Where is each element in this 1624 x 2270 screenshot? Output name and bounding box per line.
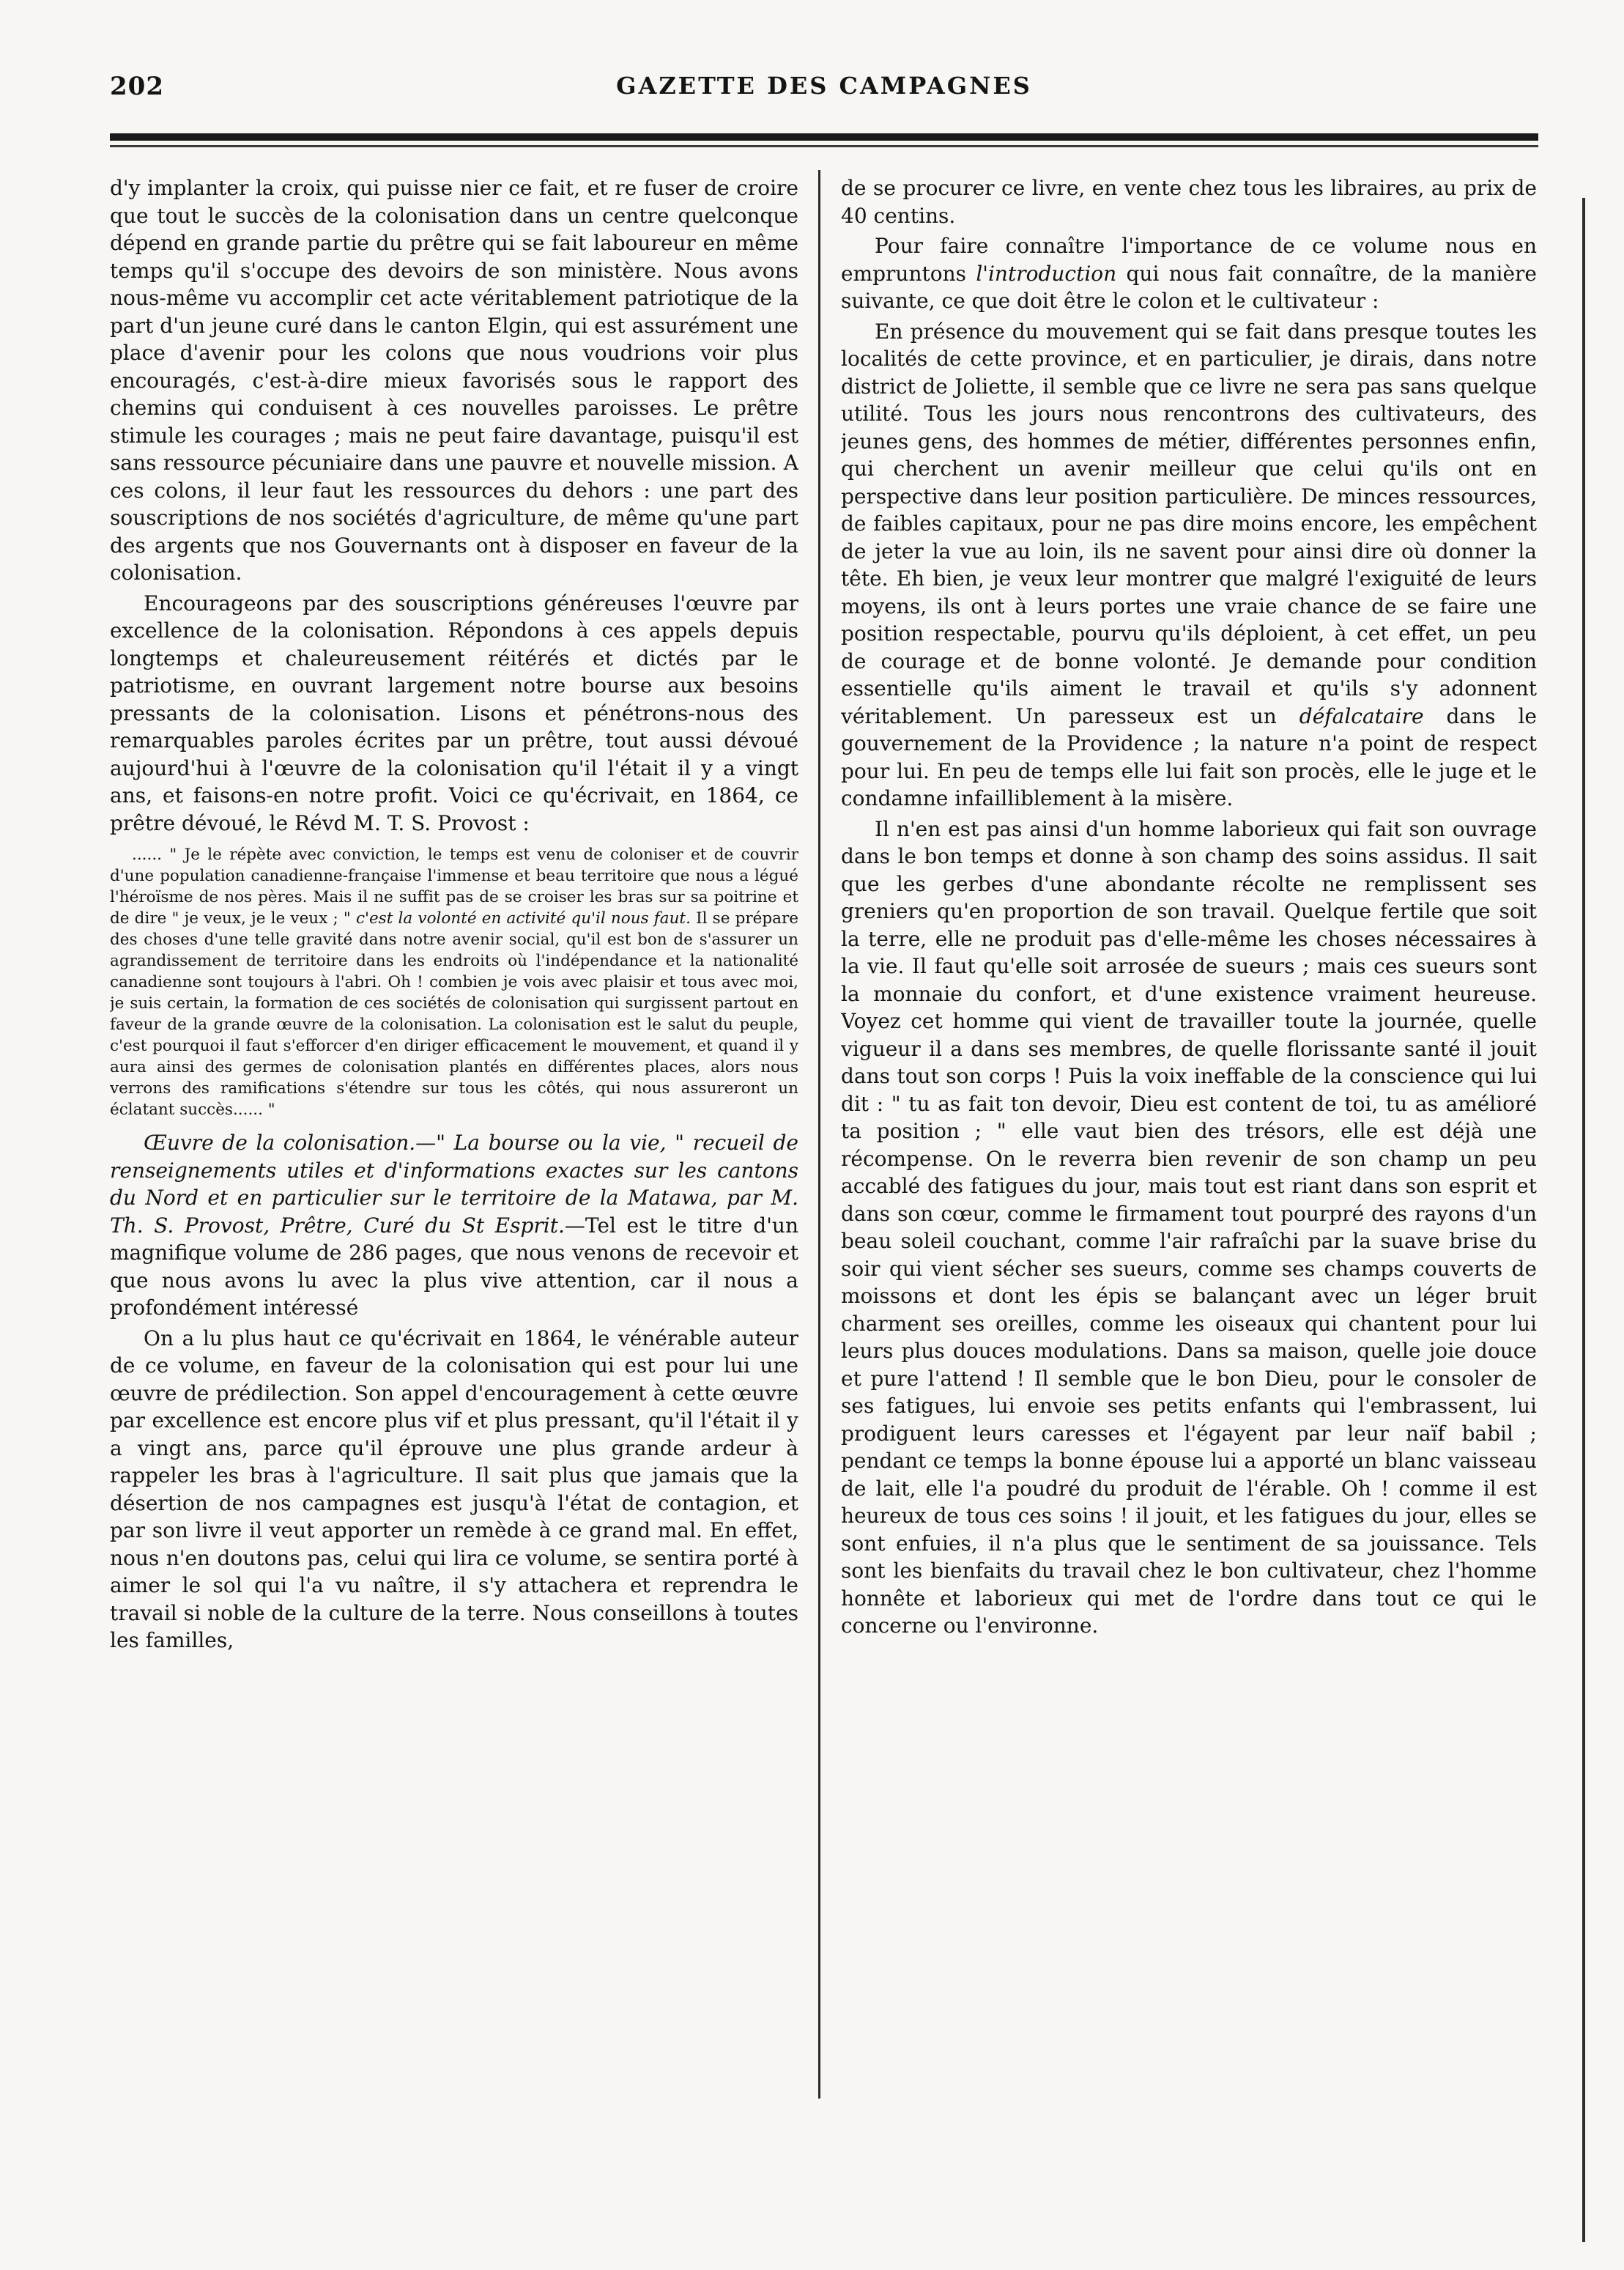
left-paragraph-2: Encourageons par des souscriptions généreuses l'œuvre par excellence de la colonisation. Répondons à ces appels depuis longtemps et chaleureusement réitérés et dictés par le patriotisme, en ouvrant largement notre bourse aux besoins pressants de la colonisation. Lisons et pénétrons-nous des remarquables paroles écrites par un prêtre, tout aussi dévoué aujourd'hui à l'œuvre de la colonisation qu'il l'était il y a vingt ans, et faisons-en notre profit. Voici ce qu'écrivait, en 1864, ce prêtre dévoué, le Révd M. T. S. Provost :	[110, 591, 798, 835]
right-paragraph-4: Il n'en est pas ainsi d'un homme laborieux qui fait son ouvrage dans le bon temps et donne à son champ des soins assidus. Il sait que les gerbes d'une abondante récolte ne remplissent ses greniers qu'en proportion de son travail. Quelque fertile que soit la terre, elle ne produit pas d'elle-même les choses nécessaires à la vie. Il faut qu'elle soit arrosée de sueurs ; mais ces sueurs sont la monnaie du confort, et d'une existence vraiment heureuse. Voyez cet homme qui vient de travailler toute la journée, quelle vigueur il a dans ses membres, de quelle florissante santé il jouit dans tout son corps ! Puis la voix ineffable de la conscience qui lui dit : " tu as fait ton devoir, Dieu est content de toi, tu as amélioré ta position ; " elle vaut bien des trésors, elle est déjà une récompense. On le reverra bien revenir de son champ un peu accablé des fatigues du jour, mais tout est riant dans son esprit et dans son cœur, comme le firmament tout pourpré des rayons d'un beau soleil couchant, comme l'air rafraîchi par la suave brise du soir qui vient sécher ses sueurs, comme ses champs couverts de moissons et dont les épis se balançant avec un léger bruit charment ses oreilles, comme les oiseaux qui chantent pour lui leurs plus douces modulations. Dans sa maison, quelle joie douce et pure l'attend ! Il semble que le bon Dieu, pour le consoler de ses fatigues, lui envoie ses petits enfants qui l'embrassent, lui prodiguent leurs caresses et l'égayent par leur naïf babil ; pendant ce temps la bonne épouse lui a apporté un blanc vaisseau de lait, elle l'a poudré du produit de l'érable. Oh ! comme il est heureux de tous ces soins ! il jouit, et les fatigues du jour, elles se sont enfuies, il n'a plus que le sentiment de sa jouissance. Tels sont les bienfaits du travail chez le bon cultivateur, chez l'homme honnête et laborieux qui met de l'ordre dans tout ce qui le concerne ou l'environne.	[841, 816, 1537, 1638]
left-paragraph-1: d'y implanter la croix, qui puisse nier ce fait, et re fuser de croire que tout le succès de la colonisation dans un centre quelconque dépend en grande partie du prêtre qui se fait laboureur en même temps qu'il s'occupe des devoirs de son ministère. Nous avons nous-même vu accomplir cet acte véritablement patriotique de la part d'un jeune curé dans le canton Elgin, qui est assurément une place d'avenir pour les colons que nous voudrions voir plus encouragés, c'est-à-dire mieux favorisés sous le rapport des chemins qui conduisent à ces nouvelles paroisses. Le prêtre stimule les courages ; mais ne peut faire davantage, puisqu'il est sans ressource pécuniaire dans une pauvre et nouvelle mission. A ces colons, il leur faut les ressources du dehors : une part des souscriptions de nos sociétés d'agriculture, de même qu'une part des argents que nos Gouvernants ont à disposer en faveur de la colonisation.	[110, 176, 798, 585]
column-divider	[818, 170, 820, 2099]
book-title-italic: Œuvre de la colonisation.—" La bourse ou la vie, " recueil de renseignements utiles et d'informations exactes sur les cantons du Nord et en particulier sur le territoire de la Matawa, par M. Th. S. Provost, Prêtre, Curé du St Esprit.	[110, 1131, 798, 1238]
page-edge-rule	[1582, 198, 1585, 2242]
header-rule-thick	[110, 133, 1538, 141]
left-column	[110, 174, 798, 2094]
masthead-title: GAZETTE DES CAMPAGNES	[616, 72, 1032, 100]
provost-quote	[110, 844, 798, 1120]
right-p3-b: dans le gouvernement de la Providence ; la nature n'a point de respect pour lui. En peu de temps elle lui fait son procès, elle le juge et le condamne infailliblement à la misère.	[841, 703, 1537, 810]
page-number: 202	[110, 72, 164, 101]
right-p3-a: En présence du mouvement qui se fait dans presque toutes les localités de cette province, et en particulier, je dirais, dans notre district de Joliette, il semble que ce livre ne sera pas sans quelque utilité. Tous les jours nous rencontrons des cultivateurs, des jeunes gens, des hommes de métier, différentes personnes enfin, qui cherchent un avenir meilleur que celui qu'ils ont en perspective dans leur position particulière. De minces ressources, de faibles capitaux, pour ne pas dire moins encore, les empêchent de jeter la vue au loin, ils ne savent pour ainsi dire où donner la tête. Eh bien, je veux leur montrer que malgré l'exiguité de leurs moyens, ils ont à leurs portes une vraie chance de se faire une position respectable, pourvu qu'ils déploient, à cet effet, un peu de courage et de bonne volonté. Je demande pour condition essentielle qu'ils aiment le travail et qu'ils s'y adonnent véritablement. Un paresseux est un	[841, 319, 1537, 728]
right-column	[841, 174, 1537, 2094]
quote-italic: c'est la volonté en activité qu'il nous faut.	[356, 909, 691, 928]
right-p2-a: Pour faire connaître l'importance de ce volume nous en empruntons	[841, 234, 1537, 286]
left-paragraph-3: On a lu plus haut ce qu'écrivait en 1864, le vénérable auteur de ce volume, en faveur de la colonisation qui est pour lui une œuvre de prédilection. Son appel d'encouragement à cette œuvre par excellence est encore plus vif et plus pressant, qu'il l'était il y a vingt ans, parce qu'il éprouve une plus grande ardeur à rappeler les bras à l'agriculture. Il sait plus que jamais que la désertion de nos campagnes est jusqu'à l'état de contagion, et par son livre il veut apporter un remède à ce grand mal. En effet, nous n'en doutons pas, celui qui lira ce volume, se sentira porté à aimer le sol qui l'a vu naître, il s'y attachera et reprendra le travail si noble de la culture de la terre. Nous conseillons à toutes les familles,	[110, 1326, 798, 1652]
right-paragraph-1: de se procurer ce livre, en vente chez tous les libraires, au prix de 40 centins.	[841, 176, 1537, 228]
right-paragraph-3	[841, 318, 1537, 813]
right-p2-b: qui nous fait connaître, de la manière suivante, ce que doit être le colon et le cultivateur :	[841, 261, 1537, 313]
right-paragraph-2	[841, 232, 1537, 315]
book-review-paragraph	[110, 1129, 798, 1322]
right-p3-italic: défalcataire	[1299, 703, 1424, 728]
quote-part-a: ...... " Je le répète avec conviction, le temps est venu de coloniser et de couvrir d'une population canadienne-française l'immense et beau territoire que nous a légué l'héroïsme de nos pères. Mais il ne suffit pas de se croiser les bras sur sa poitrine et de dire " je veux, je le veux ; "	[110, 846, 798, 928]
book-review-text: —Tel est le titre d'un magnifique volume de 286 pages, que nous venons de recevoir et que nous avons lu avec la plus vive attention, car il nous a profondément intéressé	[110, 1213, 798, 1320]
right-p2-italic: l'introduction	[976, 261, 1117, 286]
quote-part-b: Il se prépare des choses d'une telle gravité dans notre avenir social, qu'il est bon de s'assurer un agrandissement de territoire dans les endroits où l'indépendance et la nationalité canadienne sont toujours à l'abri. Oh ! combien je vois avec plaisir et tous avec moi, je suis certain, la formation de ces sociétés de colonisation qui surgissent partout en faveur de la grande œuvre de la colonisation. La colonisation est le salut du peuple, c'est pourquoi il faut s'efforcer d'en diriger efficacement le mouvement, et quand il y aura ainsi des germes de colonisation plantés en différentes places, alors nous verrons des ramifications s'étendre sur tous les côtés, qui nous assureront un éclatant succès...... "	[110, 909, 798, 1119]
page-header	[110, 72, 1538, 101]
header-rule-thin	[110, 145, 1538, 147]
